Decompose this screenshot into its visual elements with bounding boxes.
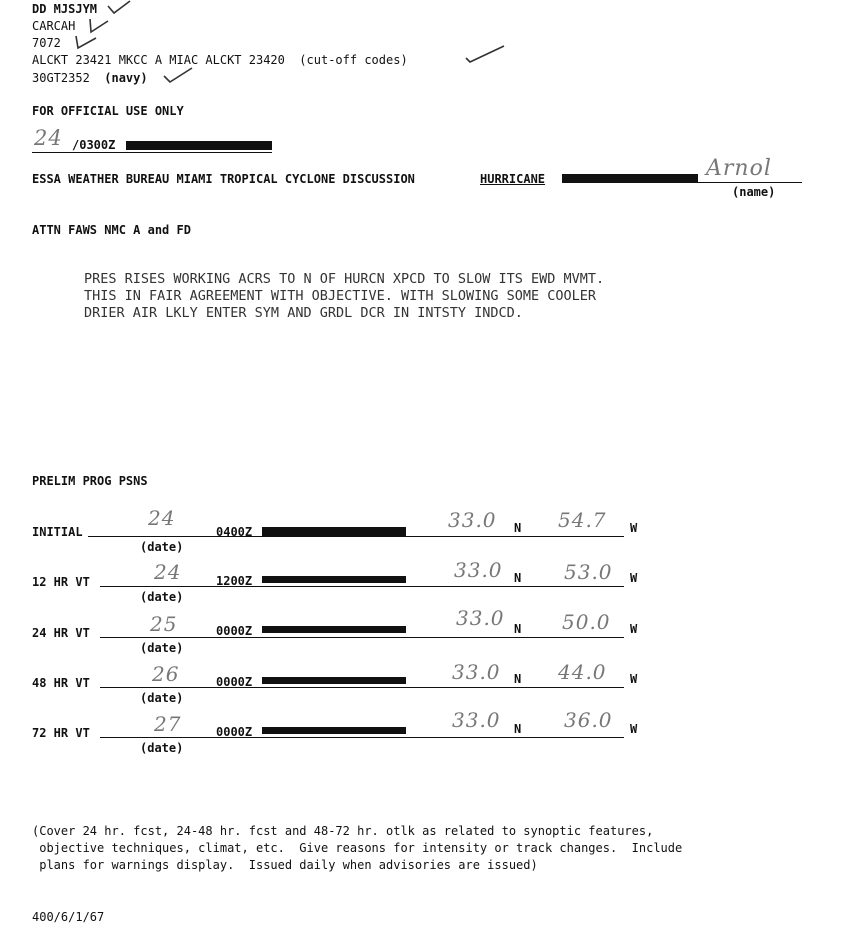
west-label: W <box>630 571 638 585</box>
prog-positions-heading: PRELIM PROG PSNS <box>32 474 148 488</box>
prog-row-latitude: 33.0 <box>452 660 501 684</box>
struck-out-times <box>262 626 406 633</box>
prog-row-label: 48 HR VT <box>32 676 90 690</box>
prog-row-underline <box>100 737 624 738</box>
north-label: N <box>514 672 522 686</box>
check-mark-icon <box>162 64 194 86</box>
storm-type: HURRICANE <box>480 172 546 186</box>
routing-header-line3: 7072 <box>32 36 61 50</box>
date-label: (date) <box>140 590 184 604</box>
north-label: N <box>514 571 522 585</box>
prog-row-longitude: 36.0 <box>564 708 613 732</box>
prog-row-date: 24 <box>148 506 176 530</box>
routing-header-line2: CARCAH <box>32 19 76 33</box>
date-label: (date) <box>140 641 184 655</box>
prog-row-latitude: 33.0 <box>456 606 505 630</box>
prog-row-longitude: 53.0 <box>564 560 613 584</box>
prog-row-underline <box>100 687 624 688</box>
prog-row-label: 24 HR VT <box>32 626 90 640</box>
prog-row-date: 27 <box>154 712 182 736</box>
prog-row-underline <box>100 586 624 587</box>
check-mark-icon <box>464 42 506 66</box>
prog-row-label: INITIAL <box>32 525 83 539</box>
routing-header-line1: DD MJSJYM <box>32 2 98 16</box>
prog-row-label: 12 HR VT <box>32 575 90 589</box>
prog-row-longitude: 44.0 <box>558 660 607 684</box>
prog-row-underline <box>88 536 624 537</box>
date-label: (date) <box>140 691 184 705</box>
prog-row-date: 25 <box>150 612 178 636</box>
instructions-line-2: objective techniques, climat, etc. Give reasons for intensity or track changes. Include <box>32 841 683 855</box>
prog-row-time: 0000Z <box>216 675 253 689</box>
instructions-line-1: (Cover 24 hr. fcst, 24-48 hr. fcst and 48-72 hr. otlk as related to synoptic features, <box>32 824 654 838</box>
prog-row-time: 0000Z <box>216 624 253 638</box>
prog-row-longitude: 50.0 <box>562 610 611 634</box>
struck-out-times <box>262 576 406 583</box>
prog-row-latitude: 33.0 <box>452 708 501 732</box>
prog-row-date: 26 <box>152 662 180 686</box>
prog-row-latitude: 33.0 <box>448 508 497 532</box>
north-label: N <box>514 722 522 736</box>
discussion-line-2: THIS IN FAIR AGREEMENT WITH OBJECTIVE. WITH SLOWING SOME COOLER <box>84 288 597 304</box>
form-number: 400/6/1/67 <box>32 910 105 924</box>
cut-off-codes-line: ALCKT 23421 MKCC A MIAC ALCKT 23420 (cut-off codes) <box>32 53 408 67</box>
west-label: W <box>630 521 638 535</box>
check-mark-icon <box>106 0 132 16</box>
discussion-line-3: DRIER AIR LKLY ENTER SYM AND GRDL DCR IN INTSTY INDCD. <box>84 305 523 321</box>
prog-row-date: 24 <box>154 560 182 584</box>
struck-out-times <box>262 677 406 684</box>
handwritten-day: 24 <box>34 126 63 150</box>
prog-row-longitude: 54.7 <box>558 508 607 532</box>
north-label: N <box>514 622 522 636</box>
prog-row-time: 0400Z <box>216 525 253 539</box>
struck-out-times <box>262 727 406 734</box>
name-underline <box>698 182 802 183</box>
west-label: W <box>630 722 638 736</box>
date-label: (date) <box>140 540 184 554</box>
prog-row-underline <box>100 637 624 638</box>
handwritten-storm-name: Arnol <box>706 156 772 181</box>
navy-code-line: 30GT2352 (navy) <box>32 71 148 85</box>
west-label: W <box>630 622 638 636</box>
struck-out-storm-types <box>562 174 698 183</box>
name-label: (name) <box>732 185 776 199</box>
prog-row-time: 0000Z <box>216 725 253 739</box>
prog-row-label: 72 HR VT <box>32 726 90 740</box>
official-use-label: FOR OFFICIAL USE ONLY <box>32 104 184 118</box>
north-label: N <box>514 521 522 535</box>
datetime-underline <box>32 152 272 153</box>
issue-time: /0300Z <box>72 138 116 152</box>
prog-row-latitude: 33.0 <box>454 558 503 582</box>
struck-out-times <box>262 527 406 536</box>
attention-line: ATTN FAWS NMC A and FD <box>32 223 191 237</box>
check-mark-icon <box>72 32 98 52</box>
west-label: W <box>630 672 638 686</box>
date-label: (date) <box>140 741 184 755</box>
struck-out-times <box>126 141 272 150</box>
discussion-title: ESSA WEATHER BUREAU MIAMI TROPICAL CYCLONE DISCUSSION <box>32 172 415 186</box>
discussion-line-1: PRES RISES WORKING ACRS TO N OF HURCN XPCD TO SLOW ITS EWD MVMT. <box>84 271 605 287</box>
prog-row-time: 1200Z <box>216 574 253 588</box>
instructions-line-3: plans for warnings display. Issued daily when advisories are issued) <box>32 858 538 872</box>
